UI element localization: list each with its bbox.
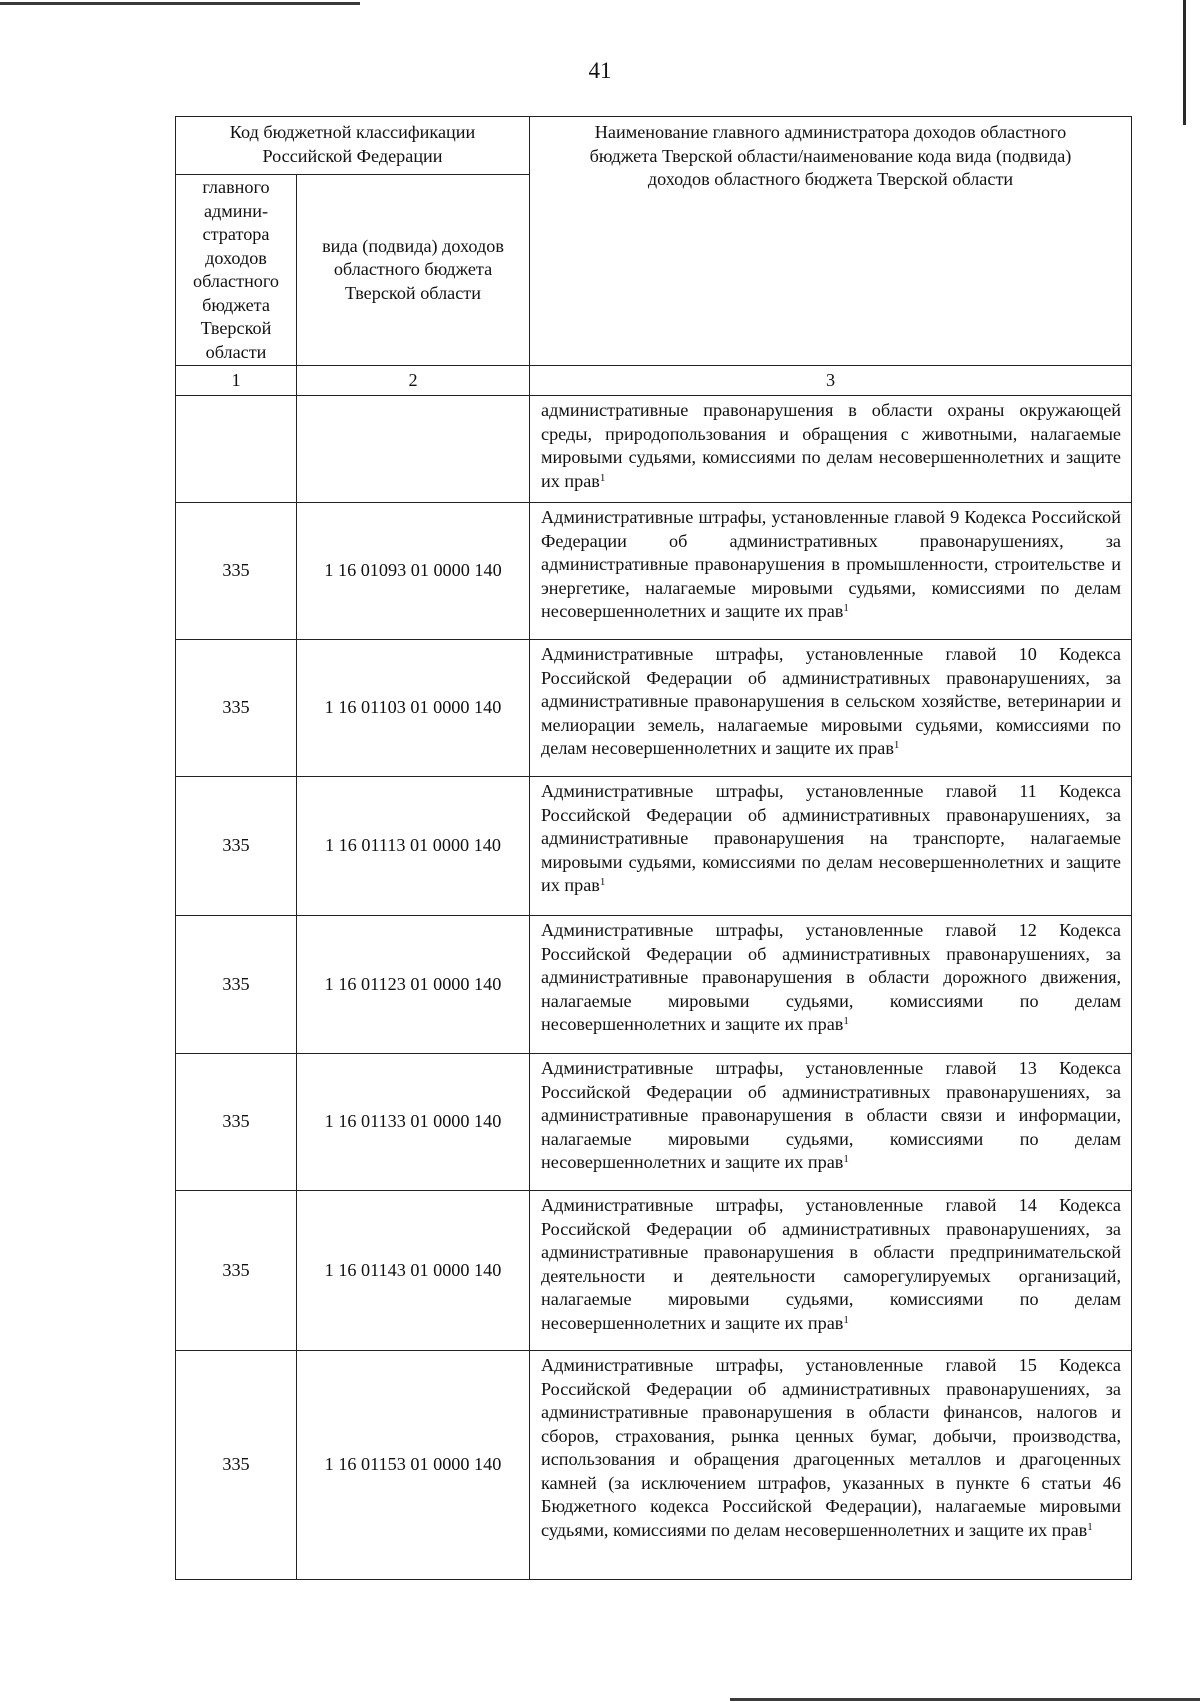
- column-number: 3: [530, 366, 1132, 396]
- description-cell: [530, 1191, 1132, 1351]
- income-code-cell: 1 16 01123 01 0000 140: [297, 916, 530, 1054]
- kbk-header-cell: [176, 117, 530, 175]
- admin-code-cell: [176, 396, 297, 503]
- admin-code-cell: 335: [176, 1191, 297, 1351]
- code-header-line: вида (подвида) доходов: [322, 235, 504, 256]
- admin-header-line: Тверской: [200, 318, 272, 338]
- admin-header-line: доходов: [205, 247, 267, 268]
- footnote-marker: 1: [893, 739, 900, 751]
- scan-edge-top: [0, 2, 360, 5]
- column-number: 1: [176, 366, 297, 396]
- table-row: [176, 503, 1132, 640]
- name-header-line: Наименование главного администратора доходов областного: [594, 122, 1067, 142]
- table-row: [176, 1191, 1132, 1351]
- code-header-cell: [297, 175, 530, 366]
- description-text: Административные штрафы, установленные главой 13 Кодекса Российской Федерации об административных правонарушениях, за административные правонарушения в области связи и информации, налагаемые мировыми судьями, комиссиями по делам несовершеннолетних и защите их прав: [541, 1058, 1121, 1172]
- description-cell: [530, 503, 1132, 640]
- income-code-cell: 1 16 01143 01 0000 140: [297, 1191, 530, 1351]
- kbk-header-title: Код бюджетной классификации Российской Федерации: [229, 122, 476, 166]
- column-number-row: [176, 366, 1132, 396]
- description-cell: [530, 916, 1132, 1054]
- footnote-marker: 1: [843, 1015, 849, 1027]
- description-cell: [530, 1351, 1132, 1580]
- column-number: 2: [297, 366, 530, 396]
- description-text: административные правонарушения в области охраны окружающей среды, природопользования и обращения с животными, налагаемые мировыми судьями, комиссиями по делам несовершеннолетних и защите их прав: [541, 400, 1121, 491]
- footnote-marker: 1: [843, 1153, 849, 1165]
- table-row: [176, 1351, 1132, 1580]
- footnote-marker: 1: [599, 471, 606, 484]
- footnote-marker: 1: [843, 1313, 849, 1326]
- name-header-line: доходов областного бюджета Тверской области: [647, 169, 1014, 189]
- income-code-cell: 1 16 01153 01 0000 140: [297, 1351, 530, 1580]
- admin-header-line: бюджета: [202, 294, 270, 315]
- table-row: [176, 1054, 1132, 1191]
- admin-code-cell: 335: [176, 503, 297, 640]
- description-cell: [530, 777, 1132, 916]
- footnote-marker: 1: [843, 602, 849, 614]
- description-cell: [530, 640, 1132, 777]
- income-code-cell: 1 16 01113 01 0000 140: [297, 777, 530, 916]
- description-cell: [530, 1054, 1132, 1191]
- footnote-marker: 1: [1087, 1520, 1093, 1533]
- admin-code-cell: 335: [176, 777, 297, 916]
- description-text: Административные штрафы, установленные главой 14 Кодекса Российской Федерации об административных правонарушениях, за административные правонарушения в области предпринимательской деятельности и деятельности саморегулируемых организаций, налагаемые мировыми судьями, комиссиями по делам несовершеннолетних и защите их прав: [541, 1195, 1121, 1333]
- description-text: Административные штрафы, установленные главой 15 Кодекса Российской Федерации об административных правонарушениях, за административные правонарушения в области финансов, налогов и сборов, страхования, рынка ценных бумаг, добычи, производства, использования и обращения драгоценных металлов и драгоценных камней (за исключением штрафов, указанных в пункте 6 статьи 46 Бюджетного кодекса Российской Федерации), налагаемые мировыми судьями, комиссиями по делам несовершеннолетних и защите их прав: [541, 1355, 1121, 1540]
- header-row-top: [176, 117, 1132, 175]
- admin-code-cell: 335: [176, 916, 297, 1054]
- admin-code-cell: 335: [176, 640, 297, 777]
- page-number: 41: [588, 58, 612, 83]
- footnote-marker: 1: [599, 876, 606, 888]
- code-header-line: областного бюджета: [333, 259, 493, 280]
- table-row: [176, 640, 1132, 777]
- description-text: Административные штрафы, установленные главой 9 Кодекса Российской Федерации об административных правонарушениях, за административные правонарушения в промышленности, строительстве и энергетике, налагаемые мировыми судьями, комиссиями по делам несовершеннолетних и защите их прав: [541, 507, 1121, 621]
- income-code-cell: [297, 396, 530, 503]
- table-row: [176, 396, 1132, 503]
- admin-header-line: админи-: [203, 200, 269, 221]
- admin-header-cell: [176, 175, 297, 366]
- admin-header-line: областного: [193, 271, 279, 291]
- admin-code-cell: 335: [176, 1351, 297, 1580]
- admin-header-line: стратора: [202, 224, 270, 244]
- admin-header-line: главного: [202, 177, 270, 197]
- admin-code-cell: 335: [176, 1054, 297, 1191]
- income-code-cell: 1 16 01133 01 0000 140: [297, 1054, 530, 1191]
- income-code-cell: 1 16 01103 01 0000 140: [297, 640, 530, 777]
- description-text: Административные штрафы, установленные главой 11 Кодекса Российской Федерации об административных правонарушениях, за административные правонарушения на транспорте, налагаемые мировыми судьями, комиссиями по делам несовершеннолетних и защите их прав: [541, 781, 1121, 895]
- description-text: Административные штрафы, установленные главой 10 Кодекса Российской Федерации об административных правонарушениях, за административные правонарушения в сельском хозяйстве, ветеринарии и мелиорации земель, налагаемые мировыми судьями, комиссиями по делам несовершеннолетних и защите их прав: [541, 644, 1121, 758]
- description-text: Административные штрафы, установленные главой 12 Кодекса Российской Федерации об административных правонарушениях, за административные правонарушения в области дорожного движения, налагаемые мировыми судьями, комиссиями по делам несовершеннолетних и защите их прав: [541, 920, 1121, 1034]
- name-header-cell: [530, 117, 1132, 366]
- table-row: [176, 916, 1132, 1054]
- table-row: [176, 777, 1132, 916]
- budget-classification-table: [175, 116, 1132, 1580]
- admin-header-line: области: [205, 341, 267, 362]
- description-cell: [530, 396, 1132, 503]
- income-code-cell: 1 16 01093 01 0000 140: [297, 503, 530, 640]
- code-header-line: Тверской области: [344, 282, 481, 303]
- name-header-line: бюджета Тверской области/наименование кода вида (подвида): [589, 145, 1072, 166]
